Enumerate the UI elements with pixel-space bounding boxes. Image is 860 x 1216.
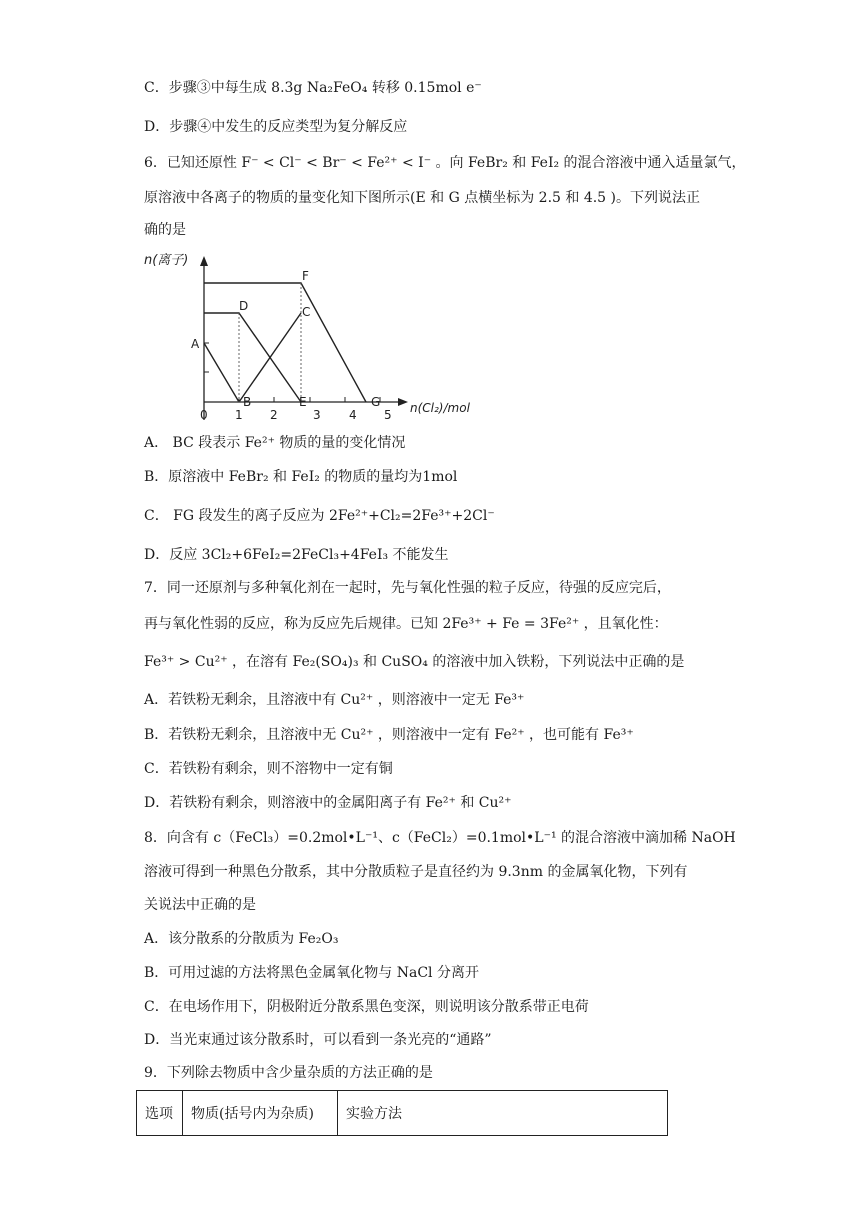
table-header-row: [137, 1091, 668, 1136]
x-tick-2: 2: [270, 408, 278, 422]
point-f-label: F: [302, 269, 309, 283]
table-header-option: 选项: [137, 1091, 183, 1136]
q9-stem: 9．下列除去物质中含少量杂质的方法正确的是: [144, 1065, 433, 1081]
series-fe2: [204, 343, 239, 402]
q8-option-a: A．该分散系的分散质为 Fe₂O₃: [144, 931, 339, 947]
table-header-substance: 物质(括号内为杂质): [183, 1091, 338, 1136]
x-axis-arrow: [398, 398, 408, 406]
x-tick-5: 5: [384, 408, 392, 422]
q7-option-b: B．若铁粉无剩余，且溶液中无 Cu²⁺ ，则溶液中一定有 Fe²⁺ ，也可能有 Fe³⁺: [144, 727, 634, 743]
y-axis-arrow: [200, 256, 208, 266]
q8-option-d: D．当光束通过该分散系时，可以看到一条光亮的“通路”: [144, 1032, 492, 1048]
x-tick-4: 4: [349, 408, 357, 422]
q7-stem-line-3: Fe³⁺ > Cu²⁺ ，在溶有 Fe₂(SO₄)₃ 和 CuSO₄ 的溶液中加入铁粉，下列说法中正确的是: [144, 654, 685, 670]
q7-option-d: D．若铁粉有剩余，则溶液中的金属阳离子有 Fe²⁺ 和 Cu²⁺: [144, 795, 512, 811]
x-tick-0: 0: [200, 408, 208, 422]
q6-stem-line-2: 原溶液中各离子的物质的量变化知下图所示(E 和 G 点横坐标为 2.5 和 4.5 )。下列说法正: [144, 190, 701, 206]
point-e-label: E: [299, 395, 307, 409]
x-tick-1: 1: [235, 408, 243, 422]
q5-option-d: D．步骤④中发生的反应类型为复分解反应: [144, 119, 408, 135]
table-header-method: 实验方法: [338, 1091, 668, 1136]
q8-stem-line-1: 8．向含有 c（FeCl₃）=0.2mol•L⁻¹、c（FeCl₂）=0.1mol•L⁻¹ 的混合溶液中滴加稀 NaOH: [144, 830, 736, 846]
q7-stem-line-1: 7．同一还原剂与多种氧化剂在一起时，先与氧化性强的粒子反应，待强的反应完后，: [144, 580, 671, 596]
series-i: [204, 313, 301, 402]
ion-amount-graph: [140, 250, 510, 430]
q6-stem-line-3: 确的是: [144, 222, 186, 238]
q6-option-c: C． FG 段发生的离子反应为 2Fe²⁺+Cl₂=2Fe³⁺+2Cl⁻: [144, 508, 495, 524]
point-d-label: D: [239, 299, 249, 313]
q6-stem-line-1: 6．已知还原性 F⁻ < Cl⁻ < Br⁻ < Fe²⁺ < I⁻ 。向 FeBr₂ 和 FeI₂ 的混合溶液中通入适量氯气，: [144, 155, 746, 171]
q6-option-d: D．反应 3Cl₂+6FeI₂=2FeCl₃+4FeI₃ 不能发生: [144, 547, 449, 563]
x-tick-3: 3: [313, 408, 321, 422]
y-axis-label: n(离子): [144, 253, 189, 268]
q7-option-c: C．若铁粉有剩余，则不溶物中一定有铜: [144, 761, 393, 777]
q7-option-a: A．若铁粉无剩余，且溶液中有 Cu²⁺ ，则溶液中一定无 Fe³⁺: [144, 692, 525, 708]
q9-table: [136, 1090, 668, 1136]
point-c-label: C: [302, 305, 311, 319]
q8-option-c: C．在电场作用下，阴极附近分散系黑色变深，则说明该分散系带正电荷: [144, 999, 589, 1015]
q8-option-b: B．可用过滤的方法将黑色金属氧化物与 NaCl 分离开: [144, 965, 479, 981]
point-b-label: B: [243, 395, 252, 409]
point-g-label: G: [371, 395, 381, 409]
point-a-label: A: [191, 337, 200, 351]
q6-option-a: A． BC 段表示 Fe²⁺ 物质的量的变化情况: [144, 435, 406, 451]
x-axis-label: n(Cl₂)/mol: [410, 401, 470, 415]
q7-stem-line-2: 再与氧化性弱的反应，称为反应先后规律。已知 2Fe³⁺ + Fe = 3Fe²⁺ ，且氧化性：: [144, 616, 668, 632]
q5-option-c: C．步骤③中每生成 8.3g Na₂FeO₄ 转移 0.15mol e⁻: [144, 80, 482, 96]
q8-stem-line-3: 关说法中正确的是: [144, 897, 256, 913]
q6-option-b: B．原溶液中 FeBr₂ 和 FeI₂ 的物质的量均为1mol: [144, 469, 458, 485]
q8-stem-line-2: 溶液可得到一种黑色分散系，其中分散质粒子是直径约为 9.3nm 的金属氧化物，下列有: [144, 864, 688, 880]
